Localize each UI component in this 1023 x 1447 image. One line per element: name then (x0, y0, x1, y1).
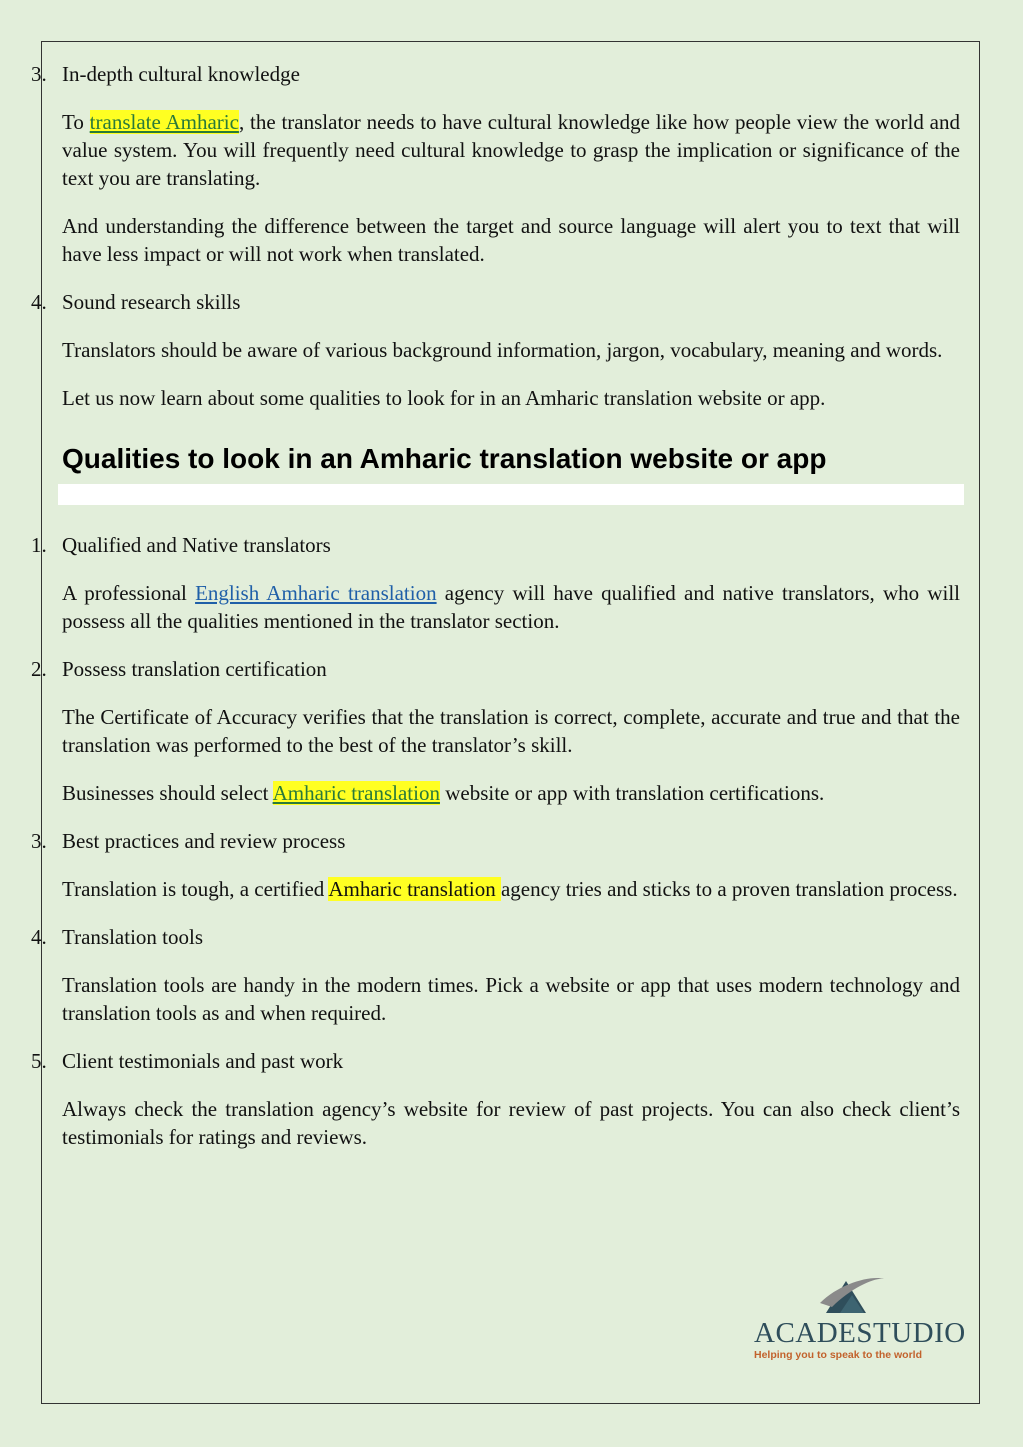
list-heading: Client testimonials and past work (62, 1049, 344, 1073)
mountain-swoosh-icon (748, 1273, 963, 1317)
text-run: Translation is tough, a certified (62, 877, 329, 901)
list-heading: Qualified and Native translators (62, 533, 331, 557)
paragraph: Let us now learn about some qualities to look for in an Amharic translation website or app. (62, 386, 826, 410)
paragraph: Translation tools are handy in the modern times. Pick a website or app that uses modern technology and translation tools as and when required. (62, 973, 960, 1025)
paragraph (62, 108, 960, 192)
list-heading: Translation tools (62, 925, 203, 949)
highlighted-text: Amharic translation (328, 877, 501, 901)
section-title: Qualities to look in an Amharic translation website or app (62, 443, 827, 474)
english-amharic-translation-link[interactable]: English Amharic translation (195, 581, 437, 605)
list-number: 1. (31, 533, 47, 557)
document-body (31, 60, 961, 1171)
text-run: To (62, 110, 90, 134)
paragraph (62, 779, 960, 807)
amharic-translation-link[interactable]: Amharic translation (272, 781, 440, 805)
list-item-cultural-knowledge (31, 60, 960, 88)
text-run: agency tries and sticks to a proven translation process. (500, 877, 958, 901)
acadestudio-logo (748, 1273, 966, 1365)
list-heading: Possess translation certification (62, 657, 327, 681)
logo-wordmark: ACADESTUDIO (754, 1317, 966, 1349)
paragraph: And understanding the difference between the target and source language will alert you to text that will have less impact or will not work when translated. (62, 214, 960, 266)
list-item-testimonials (31, 1047, 960, 1075)
list-heading: In-depth cultural knowledge (62, 62, 300, 86)
logo-tagline: Helping you to speak to the world (754, 1349, 923, 1361)
text-run: , the translator needs to have cultural knowledge like how people view the world and value system. You will frequently need cultural knowledge to grasp the implication or significance of the text you are translating. (62, 110, 960, 190)
paragraph: The Certificate of Accuracy verifies that the translation is correct, complete, accurate and true and that the translation was performed to the best of the translator’s skill. (62, 705, 960, 757)
list-item-qualified-translators (31, 531, 960, 559)
title-underline-bar (58, 484, 964, 505)
text-run: A professional (62, 581, 196, 605)
text-run: Businesses should select (62, 781, 273, 805)
list-number: 3. (31, 62, 47, 86)
list-number: 4. (31, 290, 47, 314)
list-heading: Sound research skills (62, 290, 241, 314)
translate-amharic-link[interactable]: translate Amharic (89, 110, 239, 134)
list-item-certification (31, 655, 960, 683)
text-run: agency will have qualified and native translators, who will possess all the qualities mentioned in the translator section. (62, 581, 961, 633)
list-number: 5. (31, 1049, 47, 1073)
paragraph: Always check the translation agency’s website for review of past projects. You can also check client’s testimonials for ratings and reviews. (62, 1097, 960, 1149)
paragraph (62, 875, 960, 903)
paragraph: Translators should be aware of various background information, jargon, vocabulary, meaning and words. (62, 338, 943, 362)
list-item-research-skills (31, 288, 960, 316)
list-number: 3. (31, 829, 47, 853)
list-number: 2. (31, 657, 47, 681)
list-item-translation-tools (31, 923, 960, 951)
list-item-review-process (31, 827, 960, 855)
list-heading: Best practices and review process (62, 829, 346, 853)
paragraph (62, 579, 960, 635)
list-number: 4. (31, 925, 47, 949)
text-run: website or app with translation certifications. (439, 781, 825, 805)
